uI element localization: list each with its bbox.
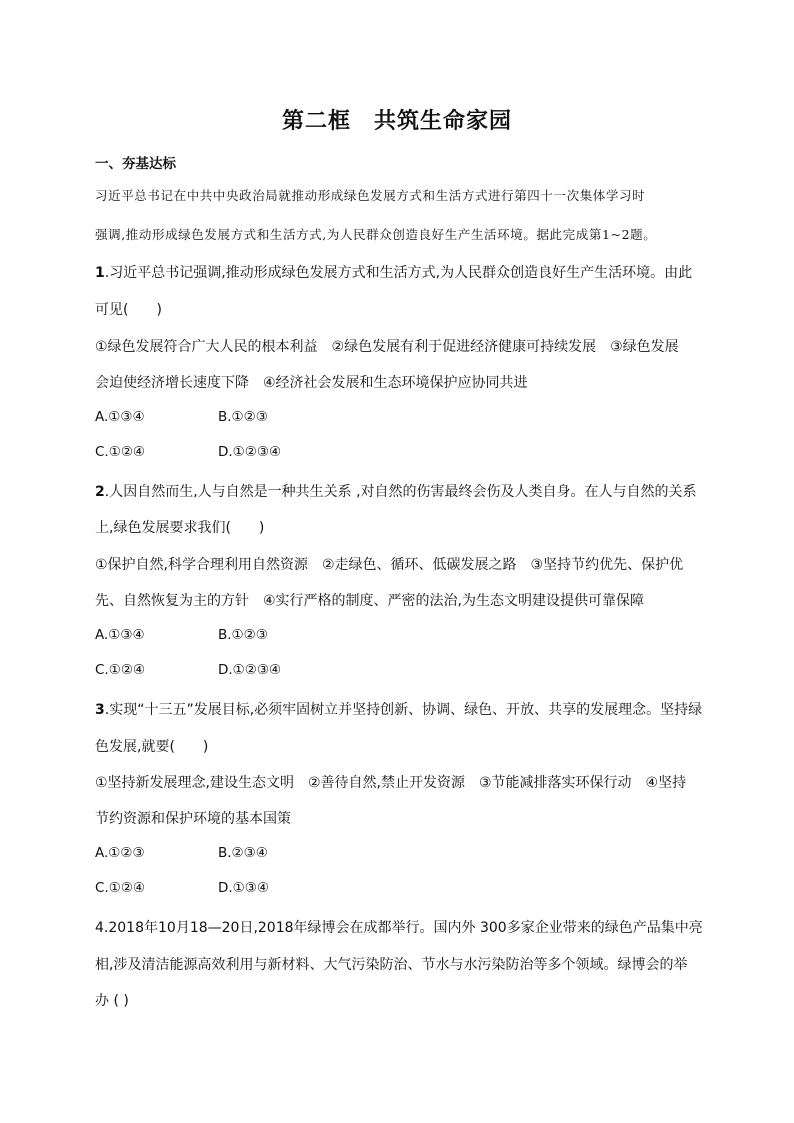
question-3-items-2: 节约资源和保护环境的基本国策 — [95, 811, 291, 827]
question-3-number: 3 — [95, 702, 105, 718]
question-4-stem-end: 办 ( ) — [95, 993, 129, 1009]
question-3-items-1: ①坚持新发展理念,建设生态文明 ②善待自然,禁止开发资源 ③节能减排落实环保行动 ④坚持 — [95, 775, 687, 791]
question-3-option-d: D.①③④ — [218, 880, 269, 896]
question-2-option-c: C.①②④ — [95, 662, 146, 678]
question-4-stem-text: .2018年10月18—20日,2018年绿博会在成都举行。国内外 300多家企业带来的绿色产品集中亮 — [103, 920, 703, 936]
question-1-option-a: A.①③④ — [95, 409, 145, 425]
question-3-option-a: A.①②③ — [95, 845, 145, 861]
question-1-option-d: D.①②③④ — [218, 444, 282, 460]
question-1-option-c: C.①②④ — [95, 444, 146, 460]
intro-line-2: 强调,推动形成绿色发展方式和生活方式,为人民群众创造良好生产生活环境。据此完成第1~2题。 — [95, 227, 657, 242]
question-1-items-1: ①绿色发展符合广大人民的根本利益 ②绿色发展有利于促进经济健康可持续发展 ③绿色发展 — [95, 339, 679, 355]
question-1-stem-text: .习近平总书记强调,推动形成绿色发展方式和生活方式,为人民群众创造良好生产生活环境。由此 — [104, 265, 693, 281]
question-2-number: 2 — [95, 484, 105, 500]
question-3-stem — [95, 699, 703, 719]
question-3-stem-text: .实现“十三五”发展目标,必须牢固树立并坚持创新、协调、绿色、开放、共享的发展理念。坚持绿 — [104, 702, 703, 718]
question-1-number: 1 — [95, 265, 105, 281]
question-2-items-1: ①保护自然,科学合理利用自然资源 ②走绿色、循环、低碳发展之路 ③坚持节约优先、保护优 — [95, 557, 684, 573]
question-2-option-a: A.①③④ — [95, 627, 145, 643]
question-4-number: 4 — [95, 920, 104, 936]
question-2-items-2: 先、自然恢复为主的方针 ④实行严格的制度、严密的法治,为生态文明建设提供可靠保障 — [95, 593, 644, 609]
question-3-option-c: C.①②④ — [95, 880, 146, 896]
question-2-stem-cont: 上,绿色发展要求我们( ) — [95, 520, 265, 536]
intro-line-1: 习近平总书记在中共中央政治局就推动形成绿色发展方式和生活方式进行第四十一次集体学习时 — [95, 188, 646, 203]
question-4-stem-cont: 相,涉及清洁能源高效利用与新材料、大气污染防治、节水与水污染防治等多个领域。绿博会的举 — [95, 957, 688, 973]
question-3-stem-cont: 色发展,就要( ) — [95, 739, 209, 755]
question-2-stem-text: .人因自然而生,人与自然是一种共生关系 ,对自然的伤害最终会伤及人类自身。在人与自然的关系 — [104, 484, 697, 500]
question-2-option-d: D.①②③④ — [218, 662, 282, 678]
page-title: 第二框 共筑生命家园 — [281, 109, 512, 134]
question-3-option-b: B.②③④ — [218, 845, 268, 861]
question-1-stem — [95, 262, 700, 282]
question-1-items-2: 会迫使经济增长速度下降 ④经济社会发展和生态环境保护应协同共进 — [95, 375, 528, 391]
question-2-option-b: B.①②③ — [218, 627, 268, 643]
question-2-stem — [95, 481, 700, 501]
question-4-stem — [95, 917, 703, 937]
question-1-stem-cont: 可见( ) — [95, 302, 162, 318]
section-heading: 一、夯基达标 — [95, 156, 176, 172]
question-1-option-b: B.①②③ — [218, 409, 268, 425]
